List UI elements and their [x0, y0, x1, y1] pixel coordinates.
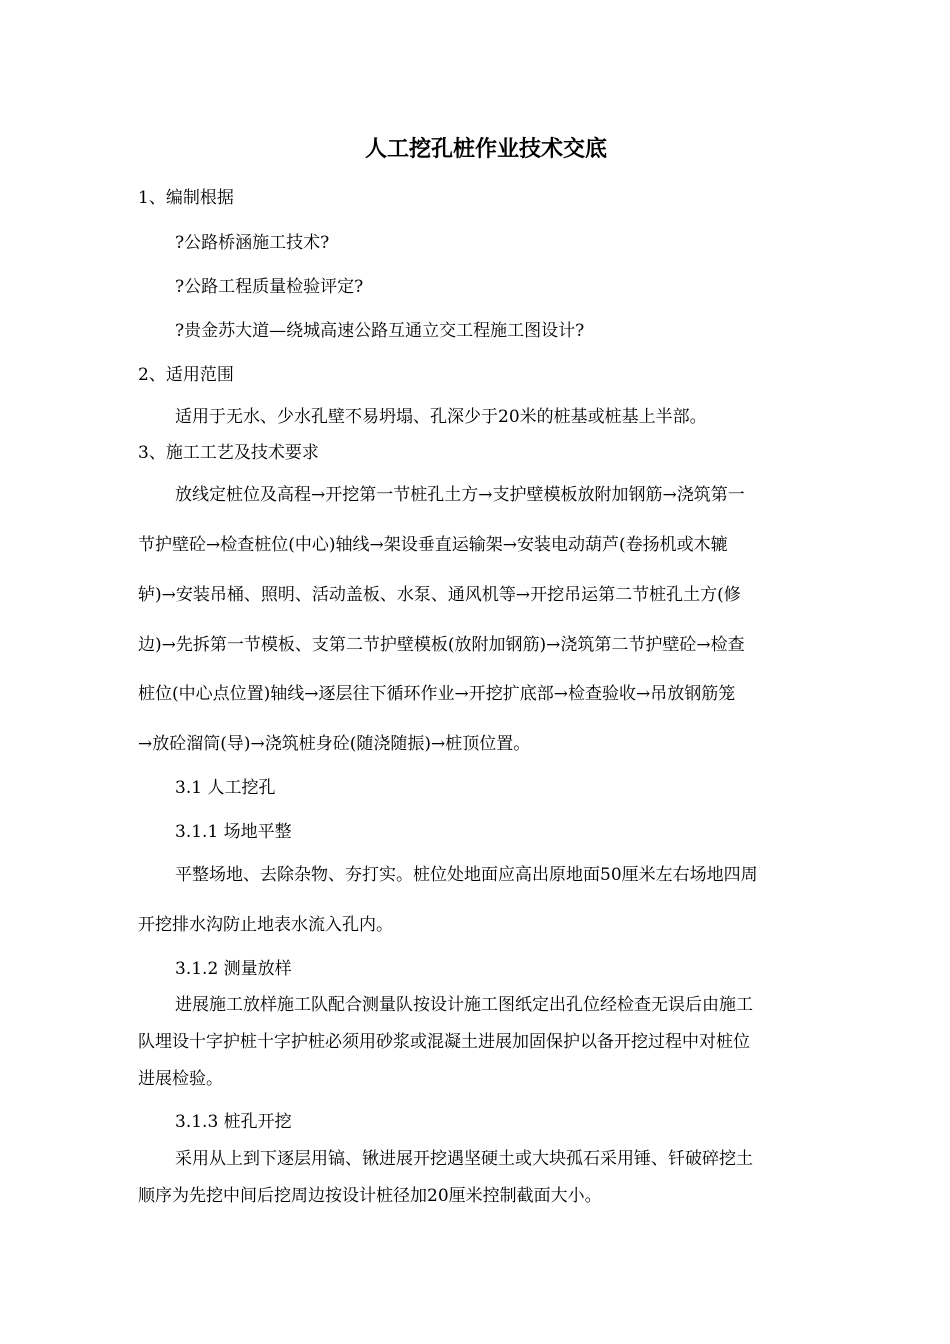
section-heading-2: 2、适用范围 [138, 365, 234, 385]
process-line-6: →放砼溜筒(导)→浇筑桩身砼(随浇随振)→桩顶位置。 [138, 734, 531, 754]
subsection-3-1: 3.1 人工挖孔 [175, 778, 276, 798]
reference-item-1: ?公路桥涵施工技术? [175, 233, 330, 253]
excavation-line-2: 顺序为先挖中间后挖周边按设计桩径加20厘米控制截面大小。 [138, 1186, 602, 1206]
survey-line-1: 进展施工放样施工队配合测量队按设计施工图纸定出孔位经检查无误后由施工 [175, 995, 753, 1015]
excavation-line-1: 采用从上到下逐层用镐、锹进展开挖遇坚硬土或大块孤石采用锤、钎破碎挖土 [175, 1149, 753, 1169]
site-leveling-line-2: 开挖排水沟防止地表水流入孔内。 [138, 915, 393, 935]
process-line-4: 边)→先拆第一节模板、支第二节护壁模板(放附加钢筋)→浇筑第二节护壁砼→检查 [138, 635, 745, 655]
document-title: 人工挖孔桩作业技术交底 [364, 136, 607, 162]
survey-line-2: 队埋设十字护桩十字护桩必须用砂浆或混凝土进展加固保护以备开挖过程中对桩位 [138, 1032, 750, 1052]
process-line-5: 桩位(中心点位置)轴线→逐层往下循环作业→开挖扩底部→检查验收→吊放钢筋笼 [138, 684, 736, 704]
section-heading-3: 3、施工工艺及技术要求 [138, 443, 319, 463]
subsection-3-1-1: 3.1.1 场地平整 [175, 822, 292, 842]
process-line-3: 轳)→安装吊桶、照明、活动盖板、水泵、通风机等→开挖吊运第二节桩孔土方(修 [138, 585, 741, 605]
reference-item-2: ?公路工程质量检验评定? [175, 277, 364, 297]
scope-paragraph: 适用于无水、少水孔壁不易坍塌、孔深少于20米的桩基或桩基上半部。 [175, 407, 707, 427]
process-line-1: 放线定桩位及高程→开挖第一节桩孔土方→支护壁模板放附加钢筋→浇筑第一 [175, 485, 745, 505]
survey-line-3: 进展检验。 [138, 1069, 223, 1089]
section-heading-1: 1、编制根据 [138, 188, 234, 208]
subsection-3-1-2: 3.1.2 测量放样 [175, 959, 292, 979]
site-leveling-line-1: 平整场地、去除杂物、夯打实。桩位处地面应高出原地面50厘米左右场地四周 [175, 865, 758, 885]
subsection-3-1-3: 3.1.3 桩孔开挖 [175, 1112, 292, 1132]
process-line-2: 节护壁砼→检查桩位(中心)轴线→架设垂直运输架→安装电动葫芦(卷扬机或木辘 [138, 535, 728, 555]
reference-item-3: ?贵金苏大道—绕城高速公路互通立交工程施工图设计? [175, 321, 585, 341]
